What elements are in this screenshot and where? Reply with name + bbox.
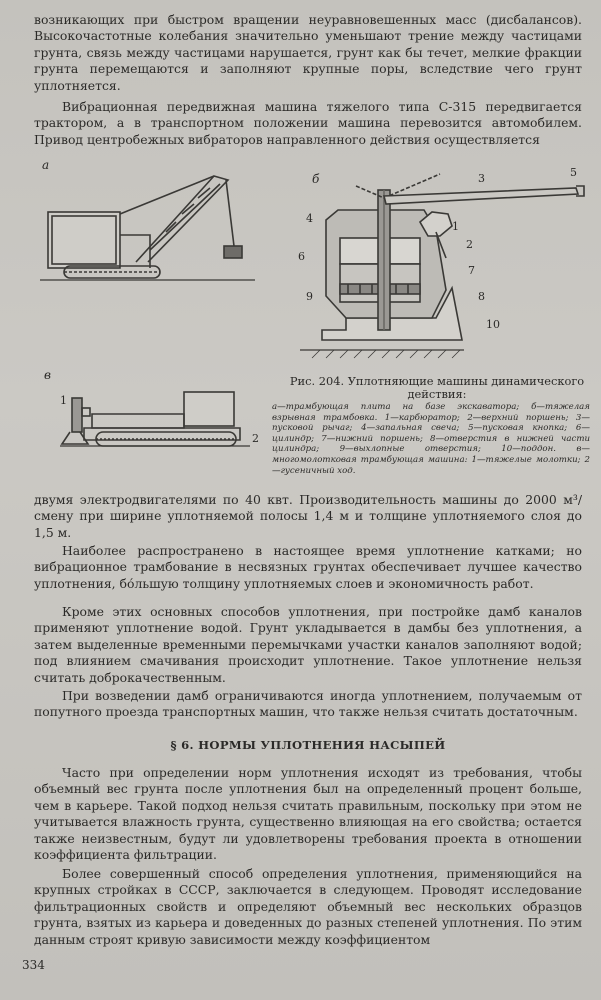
figure-label-a: а [42, 158, 50, 172]
callout-b-7: 7 [468, 264, 475, 277]
paragraph-water-compaction: Кроме этих основных способов уплотнения, при постройке дамб каналов применяют уплотнение водой. Грунт укладывается в дамбы без уплотнения, а затем выделенные временными перемычками участки каналов заполняют водой; под влиянием смачивания происходит уплотнение. Такое уплотнение нельзя считать доброкачественным. [34, 604, 582, 685]
callout-v-2: 2 [252, 432, 259, 445]
paragraph-method: Более совершенный способ определения уплотнения, применяющийся на крупных стройках в СССР, заключается в следующем. Проводят исследование фильтрационных свойств и определяют объемный вес нескольких образцов грунта, взятых из карьера и доведенных до разных степеней уплотнения. По этим данным строят кривую зависимости между коэффициентом [34, 866, 582, 947]
callout-b-2: 2 [466, 238, 473, 251]
figure-label-v: в [44, 368, 51, 382]
paragraph-drive-productivity: двумя электродвигателями по 40 квт. Производительность машины до 2000 м³/смену при ширине уплотняемой полосы 1,4 м и толщине уплотняемого слоя до 1,5 м. [34, 492, 582, 540]
paragraph-norms: Часто при определении норм уплотнения исходят из требования, чтобы объемный вес грунта после уплотнения был на определенный процент больше, чем в карьере. Такой подход нельзя считать правильным, поскольку при этом не учитывается влажность грунта, существенно влияющая на его свойства; остается также неизвестным, будут ли удовлетворены требования проекта в отношении коэффициента фильтрации. [34, 765, 582, 863]
callout-b-6: 6 [298, 250, 305, 263]
section-heading: § 6. НОРМЫ УПЛОТНЕНИЯ НАСЫПЕЙ [170, 738, 446, 752]
callout-b-5: 5 [570, 166, 577, 179]
paragraph-rollers: Наиболее распространено в настоящее время уплотнение катками; но вибрационное трамбование в несвязных грунтах обеспечивает лучшее качество уплотнения, бо́льшую толщину уплотняемых слоев и экономичность работ. [34, 543, 582, 591]
figure-label-b: б [312, 172, 320, 186]
callout-b-1: 1 [452, 220, 459, 233]
figure-a-excavator [40, 176, 255, 280]
paragraph-transport-compaction: При возведении дамб ограничиваются иногда уплотнением, получаемым от попутного проезда транспортных машин, что также нельзя считать достаточным. [34, 688, 582, 720]
callout-v-1: 1 [60, 394, 67, 407]
page-number: 334 [22, 958, 45, 972]
top-paragraph: возникающих при быстром вращении неуравновешенных масс (дисбалансов). Высокочастотные колебания значительно уменьшают трение между частицами грунта, связь между частицами нарушается, грунт как бы течет, мелкие фракции грунта перемещаются и заполняют крупные поры, вследствие чего грунт уплотняется. [34, 12, 582, 93]
callout-b-4: 4 [306, 212, 313, 225]
paragraph-vibration-machine: Вибрационная передвижная машина тяжелого типа С-315 передвигается трактором, а в транспортном положении машина перевозится автомобилем. Привод центробежных вибраторов направленного действия осуществляется [34, 99, 582, 147]
callout-b-8: 8 [478, 290, 485, 303]
callout-b-10: 10 [486, 318, 500, 331]
figure-b-tamper [300, 174, 584, 358]
figure-caption-title: Рис. 204. Уплотняющие машины динамического действия: [289, 374, 585, 401]
callout-b-9: 9 [306, 290, 313, 303]
callout-b-3: 3 [478, 172, 485, 185]
figure-v-multihammer [60, 392, 250, 446]
figure-caption-body: а—трамбующая плита на базе экскаватора; б—тяжелая взрывная трамбовка. 1—карбюратор; 2—верхний поршень; 3—пусковой рычаг; 4—запальная свеча; 5—пусковая кнопка; 6—цилиндр; 7—нижний поршень; 8—отверстия в нижней части цилиндра; 9—выхлопные отверстия; 10—поддон. в—многомолотковая трамбующая машина: 1—тяжелые молотки; 2—гусеничный ход. [272, 402, 590, 476]
